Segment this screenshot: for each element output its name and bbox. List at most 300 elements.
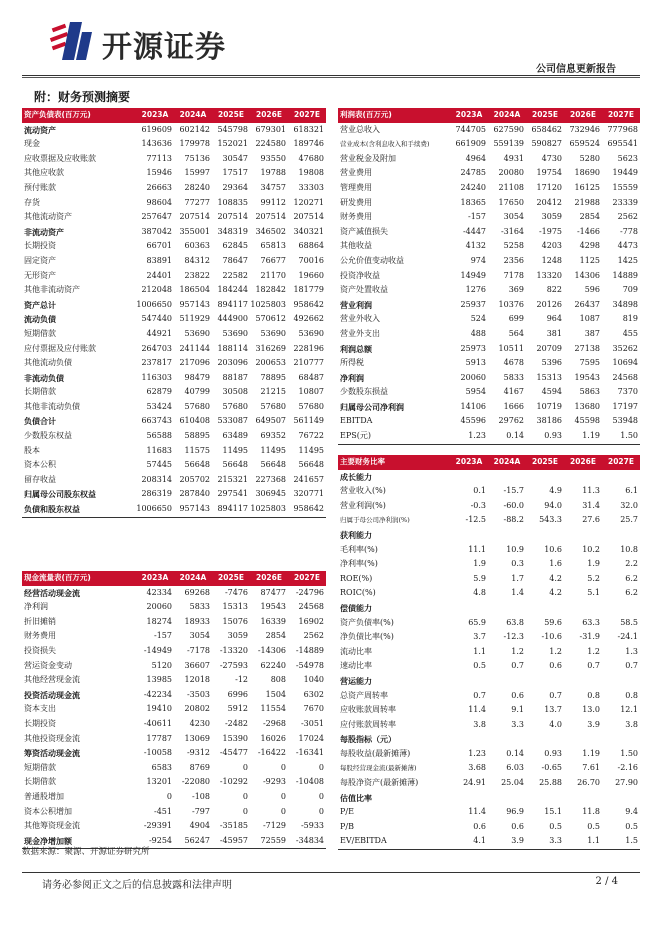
year-header-cell: 2025E: [212, 571, 250, 586]
row-label: 研发费用: [340, 197, 372, 207]
value-cell: 1025803: [250, 299, 286, 309]
value-cell: 20080: [498, 168, 524, 178]
value-cell: 87477: [260, 587, 286, 597]
value-cell: 217096: [179, 358, 210, 368]
value-cell: 0.7: [625, 661, 638, 671]
value-cell: 1040: [303, 675, 324, 685]
row-label: 投资活动现金流: [24, 689, 80, 700]
value-cell: 0.14: [506, 748, 524, 758]
value-cell: 340321: [293, 226, 324, 236]
table-row: [338, 269, 640, 284]
value-cell: -12: [235, 675, 248, 685]
value-cell: 28240: [184, 182, 210, 192]
value-cell: 5.2: [587, 573, 600, 583]
value-cell: 17024: [298, 733, 324, 743]
table-row: [338, 747, 640, 762]
value-cell: 4473: [617, 241, 638, 251]
value-cell: 13069: [184, 733, 210, 743]
value-cell: 13680: [574, 401, 600, 411]
value-cell: 24401: [146, 270, 172, 280]
value-cell: [564, 791, 602, 806]
row-label: 长期借款: [24, 777, 56, 787]
table-row: [338, 166, 640, 181]
value-cell: [450, 601, 488, 616]
value-cell: 444900: [217, 314, 248, 324]
value-cell: 25.7: [620, 515, 638, 525]
value-cell: 15559: [612, 182, 638, 192]
value-cell: 11575: [184, 445, 210, 455]
value-cell: 1248: [541, 255, 562, 265]
value-cell: [488, 732, 526, 747]
table-row: [338, 196, 640, 211]
row-label: 每股经营现金流(最新摊薄): [340, 764, 417, 773]
value-cell: 76722: [298, 431, 324, 441]
value-cell: -54978: [295, 660, 324, 670]
value-cell: 4931: [503, 153, 524, 163]
value-cell: 596: [584, 285, 600, 295]
value-cell: 7.61: [582, 763, 600, 773]
value-cell: 0: [318, 762, 324, 772]
value-cell: 543.3: [539, 515, 562, 525]
value-cell: 4.2: [549, 573, 562, 583]
value-cell: 15997: [184, 168, 210, 178]
table-row: [22, 644, 326, 659]
value-cell: 286319: [141, 489, 172, 499]
value-cell: 56588: [146, 431, 172, 441]
row-label: 其他应收款: [24, 168, 64, 178]
value-cell: -45957: [212, 834, 250, 849]
table-row: [338, 820, 640, 835]
value-cell: 25.04: [501, 778, 524, 788]
value-cell: -2482: [224, 718, 248, 728]
table-row: [338, 557, 640, 572]
row-label: 偿债能力: [340, 602, 372, 613]
value-cell: -14306: [257, 645, 286, 655]
row-label: P/E: [340, 807, 354, 817]
value-cell: 3.3: [526, 834, 564, 849]
value-cell: 12018: [184, 675, 210, 685]
value-cell: 3.9: [488, 834, 526, 849]
value-cell: 19449: [612, 168, 638, 178]
value-cell: 57445: [146, 460, 172, 470]
table-row: [338, 137, 640, 152]
value-cell: 15313: [222, 602, 248, 612]
value-cell: -10.6: [541, 632, 562, 642]
value-cell: 6.1: [625, 486, 638, 496]
value-cell: [526, 601, 564, 616]
value-cell: 4.1: [450, 834, 488, 849]
table-row: [22, 819, 326, 834]
row-label: 营业总收入: [340, 124, 380, 134]
value-cell: 6996: [227, 689, 248, 699]
value-cell: 0: [318, 791, 324, 801]
value-cell: 57680: [298, 401, 324, 411]
value-cell: 6302: [303, 689, 324, 699]
value-cell: 0.7: [511, 661, 524, 671]
value-cell: 8769: [189, 762, 210, 772]
row-label: 存货: [24, 197, 40, 207]
row-label: 其他流动资产: [24, 212, 72, 222]
row-label: 归属母公司净利润: [340, 401, 404, 412]
table-row: [22, 137, 326, 152]
table-row: [22, 123, 326, 138]
value-cell: 1.1: [564, 834, 602, 849]
row-label: 管理费用: [340, 182, 372, 192]
row-label: 股本: [24, 445, 40, 455]
value-cell: 1.19: [582, 748, 600, 758]
value-cell: 7670: [303, 704, 324, 714]
row-label: 其他非流动负债: [24, 401, 80, 411]
value-cell: 53690: [184, 328, 210, 338]
value-cell: 4904: [189, 821, 210, 831]
value-cell: 19808: [298, 168, 324, 178]
value-cell: 346502: [255, 226, 286, 236]
row-label: 资产处置收益: [340, 285, 388, 295]
value-cell: -157: [468, 212, 486, 222]
value-cell: [488, 674, 526, 689]
year-header-cell: 2025E: [526, 108, 564, 123]
value-cell: 227368: [255, 474, 286, 484]
value-cell: [450, 732, 488, 747]
table-header-row: [22, 571, 326, 586]
value-cell: 120271: [293, 197, 324, 207]
value-cell: 0.6: [473, 821, 486, 831]
year-header-cell: 2023A: [136, 108, 174, 123]
value-cell: 32.0: [620, 500, 638, 510]
value-cell: 75136: [184, 153, 210, 163]
value-cell: 1.9: [587, 559, 600, 569]
value-cell: 108835: [217, 197, 248, 207]
value-cell: 186504: [179, 285, 210, 295]
row-label: 流动资产: [24, 124, 56, 135]
value-cell: 21215: [260, 387, 286, 397]
value-cell: -16341: [295, 748, 324, 758]
value-cell: 20126: [536, 299, 562, 309]
value-cell: 1.2: [511, 646, 524, 656]
value-cell: 83891: [146, 255, 172, 265]
value-cell: 808: [270, 675, 286, 685]
value-cell: 709: [622, 285, 638, 295]
cash-flow-table: [22, 571, 326, 849]
value-cell: 19754: [536, 168, 562, 178]
value-cell: 1.4: [511, 588, 524, 598]
year-header-cell: 2024A: [174, 571, 212, 586]
value-cell: 33303: [298, 182, 324, 192]
value-cell: -29391: [143, 821, 172, 831]
row-label: 每股净资产(最新摊薄): [340, 778, 419, 788]
value-cell: 0.5: [625, 821, 638, 831]
value-cell: 0.6: [511, 690, 524, 700]
table-row: [22, 166, 326, 181]
row-label: 筹资活动现金流: [24, 748, 80, 759]
value-cell: 63.8: [506, 617, 524, 627]
row-label: 投资净收益: [340, 270, 380, 280]
value-cell: 524: [470, 314, 486, 324]
table-row: [22, 152, 326, 167]
value-cell: 98479: [184, 372, 210, 382]
value-cell: 17650: [498, 197, 524, 207]
value-cell: 10.6: [544, 544, 562, 554]
value-cell: -14949: [143, 645, 172, 655]
value-cell: 184244: [217, 285, 248, 295]
value-cell: 1006650: [136, 299, 172, 309]
value-cell: 15.1: [544, 807, 562, 817]
value-cell: 59.6: [544, 617, 562, 627]
value-cell: 21988: [574, 197, 600, 207]
table-row: [22, 629, 326, 644]
value-cell: 661909: [455, 139, 486, 149]
table-row: [338, 601, 640, 616]
value-cell: 237817: [141, 358, 172, 368]
value-cell: 545798: [217, 124, 248, 134]
value-cell: 679301: [255, 124, 286, 134]
value-cell: 0: [242, 806, 248, 816]
table-row: [338, 470, 640, 485]
value-cell: 16125: [574, 182, 600, 192]
value-cell: 11683: [146, 445, 172, 455]
value-cell: 2356: [503, 255, 524, 265]
value-cell: 13201: [146, 777, 172, 787]
value-cell: 45598: [574, 416, 600, 426]
value-cell: 0.5: [549, 821, 562, 831]
value-cell: -12.5: [465, 515, 486, 525]
row-label: 投资损失: [24, 645, 56, 655]
value-cell: 0: [166, 791, 172, 801]
row-label: 营业成本(含利息收入和手续费): [340, 140, 430, 149]
value-cell: 0.5: [473, 661, 486, 671]
value-cell: 21108: [498, 182, 524, 192]
row-label: 应收账款周转率: [340, 705, 396, 715]
value-cell: -157: [154, 631, 172, 641]
value-cell: -24.1: [617, 632, 638, 642]
row-label: ROIC(%): [340, 588, 376, 598]
value-cell: 5120: [151, 660, 172, 670]
value-cell: 30547: [222, 153, 248, 163]
value-cell: 66701: [146, 241, 172, 251]
value-cell: 9.4: [625, 807, 638, 817]
row-label: 营业利润(%): [340, 500, 386, 510]
data-source-note: 数据来源：聚源、开源证券研究所: [22, 847, 150, 857]
value-cell: [564, 470, 602, 485]
value-cell: 6.2: [625, 588, 638, 598]
row-label: 长期借款: [24, 387, 56, 397]
value-cell: 0.3: [511, 559, 524, 569]
row-label: 速动比率: [340, 661, 372, 671]
row-label: 营业税金及附加: [340, 153, 396, 163]
table-row: [22, 775, 326, 790]
table-row: [22, 659, 326, 674]
table-row: [338, 659, 640, 674]
value-cell: 99112: [260, 197, 286, 207]
value-cell: 297541: [217, 489, 248, 499]
value-cell: 3.8: [625, 719, 638, 729]
value-cell: 10807: [298, 387, 324, 397]
value-cell: -60.0: [503, 500, 524, 510]
value-cell: 4203: [541, 241, 562, 251]
value-cell: 207514: [217, 212, 248, 222]
value-cell: 25937: [460, 299, 486, 309]
value-cell: 152021: [217, 139, 248, 149]
value-cell: 822: [546, 285, 562, 295]
table-row: [22, 615, 326, 630]
table-row: [22, 586, 326, 601]
value-cell: 18365: [460, 197, 486, 207]
value-cell: 10.8: [620, 544, 638, 554]
value-cell: 1.50: [602, 429, 640, 444]
value-cell: 547440: [141, 314, 172, 324]
year-header-cell: 2026E: [564, 108, 602, 123]
header-divider-thin: [22, 77, 640, 78]
value-cell: [526, 528, 564, 543]
table-row: [22, 502, 326, 517]
value-cell: 0: [280, 806, 286, 816]
value-cell: 958642: [293, 299, 324, 309]
row-label: 营业利润: [340, 299, 372, 310]
value-cell: -16422: [257, 748, 286, 758]
value-cell: -1975: [538, 226, 562, 236]
value-cell: 11495: [222, 445, 248, 455]
value-cell: 0.1: [473, 486, 486, 496]
row-label: 应付票据及应付账款: [24, 343, 96, 353]
value-cell: 24568: [298, 602, 324, 612]
table-row: [338, 298, 640, 313]
value-cell: -35185: [219, 821, 248, 831]
row-label: 总资产周转率: [340, 690, 388, 700]
value-cell: [526, 732, 564, 747]
value-cell: 0: [280, 791, 286, 801]
value-cell: 19660: [298, 270, 324, 280]
value-cell: 27.6: [582, 515, 600, 525]
value-cell: 11.8: [582, 807, 600, 817]
value-cell: 77277: [184, 197, 210, 207]
value-cell: 188114: [217, 343, 248, 353]
year-header-cell: 2027E: [602, 108, 640, 123]
value-cell: 10.9: [506, 544, 524, 554]
value-cell: [450, 470, 488, 485]
value-cell: 7595: [579, 358, 600, 368]
table-row: [22, 312, 326, 327]
value-cell: 4132: [465, 241, 486, 251]
value-cell: 1.23: [468, 748, 486, 758]
row-label: 净利润: [340, 372, 364, 383]
value-cell: -13320: [219, 645, 248, 655]
value-cell: 4298: [579, 241, 600, 251]
value-cell: 10.2: [582, 544, 600, 554]
value-cell: -3503: [186, 689, 210, 699]
value-cell: 0: [318, 806, 324, 816]
value-cell: [488, 470, 526, 485]
value-cell: 894117: [217, 299, 248, 309]
value-cell: 0: [242, 791, 248, 801]
value-cell: 20802: [184, 704, 210, 714]
value-cell: 13.0: [582, 705, 600, 715]
value-cell: 11.4: [468, 807, 486, 817]
value-cell: 5833: [503, 372, 524, 382]
header-divider: [22, 75, 640, 76]
table-row: [22, 298, 326, 313]
table-row: [22, 600, 326, 615]
value-cell: 974: [470, 255, 486, 265]
value-cell: 533087: [217, 416, 248, 426]
table-row: [22, 225, 326, 240]
value-cell: 69352: [260, 431, 286, 441]
value-cell: [602, 674, 640, 689]
value-cell: 1425: [617, 255, 638, 265]
value-cell: -10408: [295, 777, 324, 787]
value-cell: 56648: [222, 460, 248, 470]
value-cell: 10511: [498, 343, 524, 353]
table-row: [22, 746, 326, 761]
table-row: [338, 484, 640, 499]
row-label: 非流动负债: [24, 372, 64, 383]
company-logo: [48, 20, 248, 65]
value-cell: 5280: [579, 153, 600, 163]
row-label: 其他经营现金流: [24, 675, 80, 685]
value-cell: 47680: [298, 153, 324, 163]
table-row: [22, 342, 326, 357]
value-cell: 16339: [260, 616, 286, 626]
value-cell: 63.3: [582, 617, 600, 627]
value-cell: 25973: [460, 343, 486, 353]
row-label: 其他收益: [340, 241, 372, 251]
row-label: 现金净增加额: [22, 834, 136, 849]
value-cell: 564: [508, 328, 524, 338]
value-cell: 4730: [541, 153, 562, 163]
table-row: [22, 210, 326, 225]
year-header-cell: 2025E: [526, 455, 564, 470]
value-cell: 387042: [141, 226, 172, 236]
value-cell: -0.3: [470, 500, 486, 510]
value-cell: 68487: [298, 372, 324, 382]
value-cell: 62845: [222, 241, 248, 251]
value-cell: 17517: [222, 168, 248, 178]
row-label: 流动负债: [24, 314, 56, 325]
value-cell: -40611: [143, 718, 172, 728]
value-cell: -7476: [224, 587, 248, 597]
value-cell: 11.3: [582, 486, 600, 496]
value-cell: 13985: [146, 675, 172, 685]
table-row: [22, 283, 326, 298]
value-cell: 208314: [141, 474, 172, 484]
table-row: [338, 239, 640, 254]
value-cell: 63489: [222, 431, 248, 441]
value-cell: 62240: [260, 660, 286, 670]
row-label: 应付账款周转率: [340, 719, 396, 729]
year-header-cell: 2026E: [564, 455, 602, 470]
logo-text: 开源证券: [102, 30, 226, 65]
table-row: [338, 499, 640, 514]
row-label: 归属于母公司净利润(%): [340, 516, 410, 525]
table-row: [338, 513, 640, 528]
table-row: [22, 487, 326, 502]
row-label: 毛利率(%): [340, 544, 378, 554]
value-cell: -10058: [143, 748, 172, 758]
value-cell: 182842: [255, 285, 286, 295]
value-cell: 7370: [617, 387, 638, 397]
table-row: [338, 616, 640, 631]
value-cell: 695541: [607, 139, 638, 149]
row-label: 净负债比率(%): [340, 632, 394, 642]
value-cell: -27593: [219, 660, 248, 670]
value-cell: 6.03: [506, 763, 524, 773]
value-cell: 78895: [260, 372, 286, 382]
year-header-cell: 2025E: [212, 108, 250, 123]
value-cell: 663743: [141, 416, 172, 426]
value-cell: 20709: [536, 343, 562, 353]
row-label: 成长能力: [340, 471, 372, 482]
table-row: [22, 702, 326, 717]
value-cell: 70016: [298, 255, 324, 265]
